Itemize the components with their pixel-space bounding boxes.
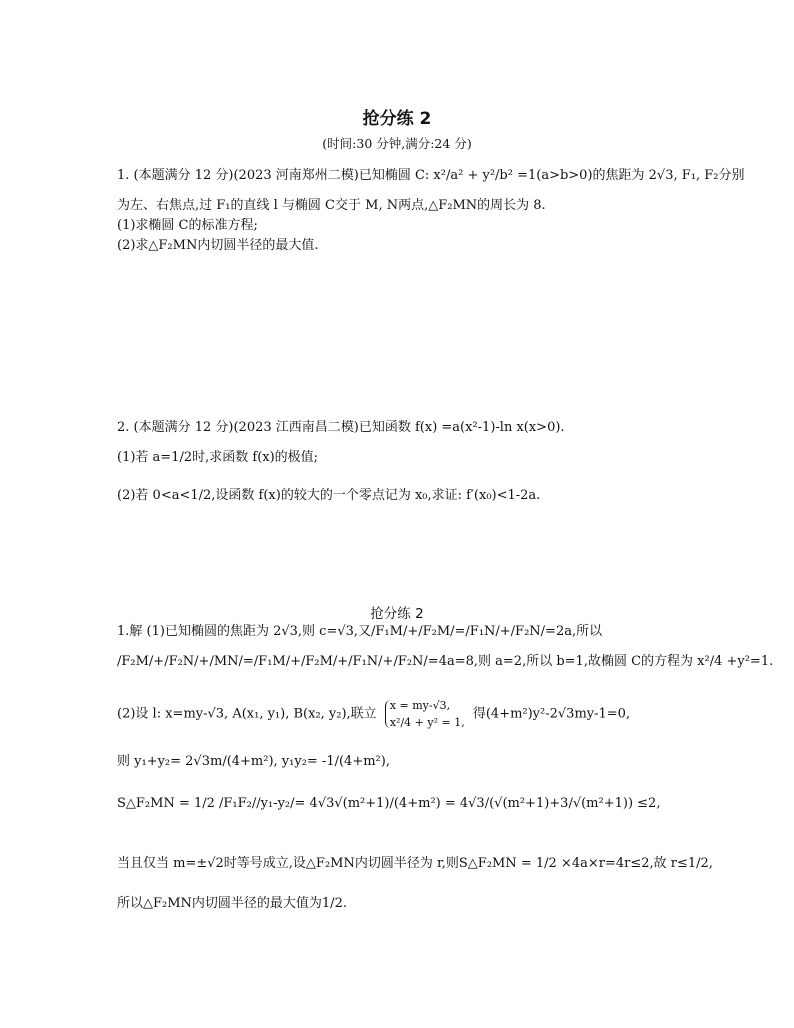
solution-line3-left: (2)设 l: x=my-√3, A(x₁, y₁), B(x₂, y₂),联立 [117, 706, 377, 722]
problem1-line2: 为左、右焦点,过 F₁的直线 l 与椭圆 C交于 M, N两点,△F₂MN的周长为 8. [117, 198, 546, 213]
problem1-part1: (1)求椭圆 C的标准方程; [117, 218, 258, 233]
problem2-part1: (1)若 a=1/2时,求函数 f(x)的极值; [117, 450, 319, 465]
page-title: 抢分练 2 [362, 109, 432, 129]
problem2-part2: (2)若 0<a<1/2,设函数 f(x)的较大的一个零点记为 x₀,求证: f′(x₀)<1-2a. [117, 488, 541, 503]
solution-line4: 则 y₁+y₂= 2√3m/(4+m²), y₁y₂= -1/(4+m²), [117, 754, 390, 769]
solution-line1: 1.解 (1)已知椭圆的焦距为 2√3,则 c=√3,又/F₁M/+/F₂M/=/F₁N/+/F₂N/=2a,所以 [117, 624, 603, 639]
equation-system-row1: x = my-√3, [389, 699, 451, 712]
equation-system [385, 700, 465, 728]
problem2-line1: 2. (本题满分 12 分)(2023 江西南昌二模)已知函数 f(x) =a(x²-1)-ln x(x>0). [117, 420, 565, 435]
solution-line3-right: 得(4+m²)y²-2√3my-1=0, [472, 706, 631, 722]
solution-line7: 所以△F₂MN内切圆半径的最大值为1/2. [117, 896, 347, 911]
page-subtitle: (时间:30 分钟,满分:24 分) [322, 136, 472, 151]
solution-line2: /F₂M/+/F₂N/+/MN/=/F₁M/+/F₂M/+/F₁N/+/F₂N/=4a=8,则 a=2,所以 b=1,故椭圆 C的方程为 x²/4 +y²=1. [117, 654, 774, 669]
problem1-part2: (2)求△F₂MN内切圆半径的最大值. [117, 238, 319, 253]
equation-system-row2: x²/4 + y² = 1, [389, 716, 465, 729]
solution-title: 抢分练 2 [370, 606, 424, 622]
problem1-line1: 1. (本题满分 12 分)(2023 河南郑州二模)已知椭圆 C: x²/a² + y²/b² =1(a>b>0)的焦距为 2√3, F₁, F₂分别 [117, 168, 745, 183]
solution-line6: 当且仅当 m=±√2时等号成立,设△F₂MN内切圆半径为 r,则S△F₂MN = 1/2 ×4a×r=4r≤2,故 r≤1/2, [117, 856, 713, 871]
solution-line5: S△F₂MN = 1/2 /F₁F₂//y₁-y₂/= 4√3√(m²+1)/(4+m²) = 4√3/(√(m²+1)+3/√(m²+1)) ≤2, [117, 796, 661, 811]
solution-line3 [117, 700, 630, 728]
